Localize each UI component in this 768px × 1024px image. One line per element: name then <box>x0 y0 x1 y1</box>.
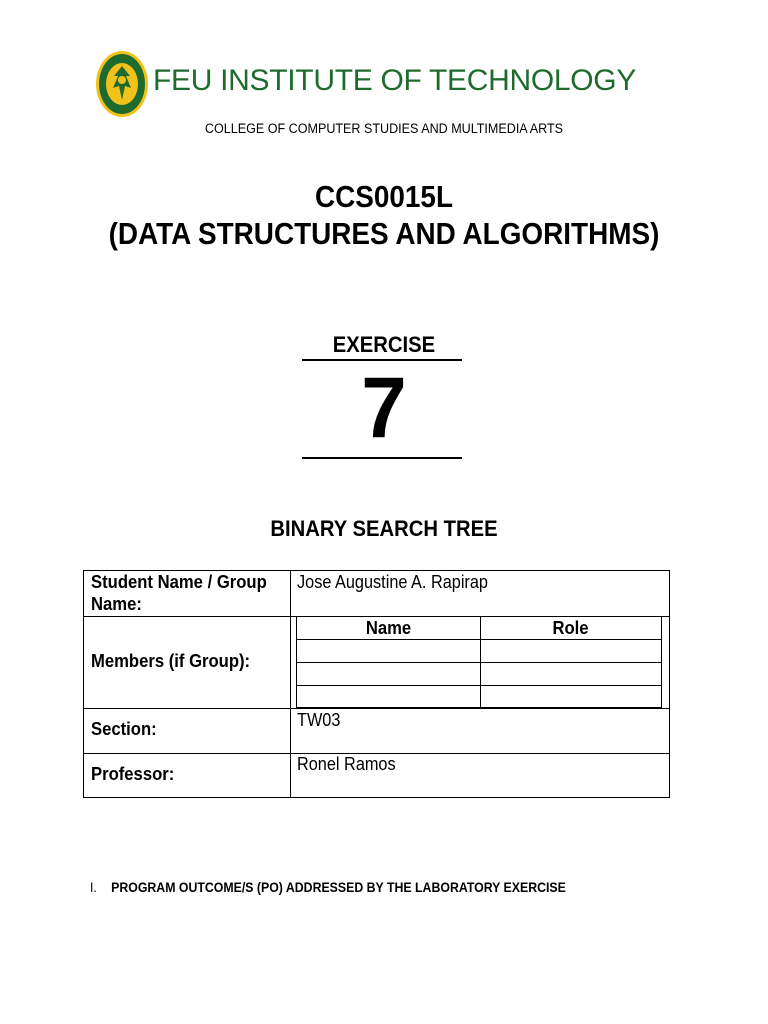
professor-label-cell <box>91 763 184 785</box>
professor-cell <box>297 753 409 775</box>
course-code: CCS0015L <box>314 179 454 214</box>
student-name-value: Jose Augustine A. Rapirap <box>297 571 488 592</box>
student-name-label: Student Name / Group Name: <box>91 571 267 614</box>
table-divider <box>290 571 291 797</box>
section-label-cell <box>91 718 164 740</box>
exercise-title: BINARY SEARCH TREE <box>270 516 498 541</box>
members-role-header: Role <box>552 617 589 638</box>
section-heading-text: PROGRAM OUTCOME/S (PO) ADDRESSED BY THE LABORATORY EXERCISE <box>111 879 566 895</box>
members-row-divider <box>297 639 661 640</box>
section-cell <box>297 709 346 731</box>
section-label: Section: <box>91 718 157 739</box>
section-value: TW03 <box>297 709 341 730</box>
professor-value: Ronel Ramos <box>297 753 396 774</box>
college-name: COLLEGE OF COMPUTER STUDIES AND MULTIMEDIA ARTS <box>204 121 564 136</box>
feu-tech-seal-logo <box>95 50 149 118</box>
student-name-cell <box>297 571 514 593</box>
course-title <box>38 178 729 252</box>
exercise-bottom-rule <box>302 457 462 459</box>
exercise-label: EXERCISE <box>332 332 436 357</box>
professor-label: Professor: <box>91 763 175 784</box>
row-divider <box>84 708 669 709</box>
members-name-header-cell <box>297 617 480 639</box>
section-heading <box>90 879 566 896</box>
student-name-label-cell <box>91 571 287 615</box>
members-label-cell <box>91 650 268 672</box>
members-label: Members (if Group): <box>91 650 251 671</box>
members-row-divider <box>297 662 661 663</box>
section-heading-number: I. <box>90 879 97 895</box>
institution-name: FEU INSTITUTE OF TECHNOLOGY <box>153 64 637 97</box>
course-name: (DATA STRUCTURES AND ALGORITHMS) <box>108 216 660 251</box>
members-table <box>296 616 662 708</box>
members-row-divider <box>297 685 661 686</box>
exercise-number: 7 <box>361 360 407 456</box>
members-role-header-cell <box>480 617 661 639</box>
members-name-header: Name <box>365 617 412 638</box>
